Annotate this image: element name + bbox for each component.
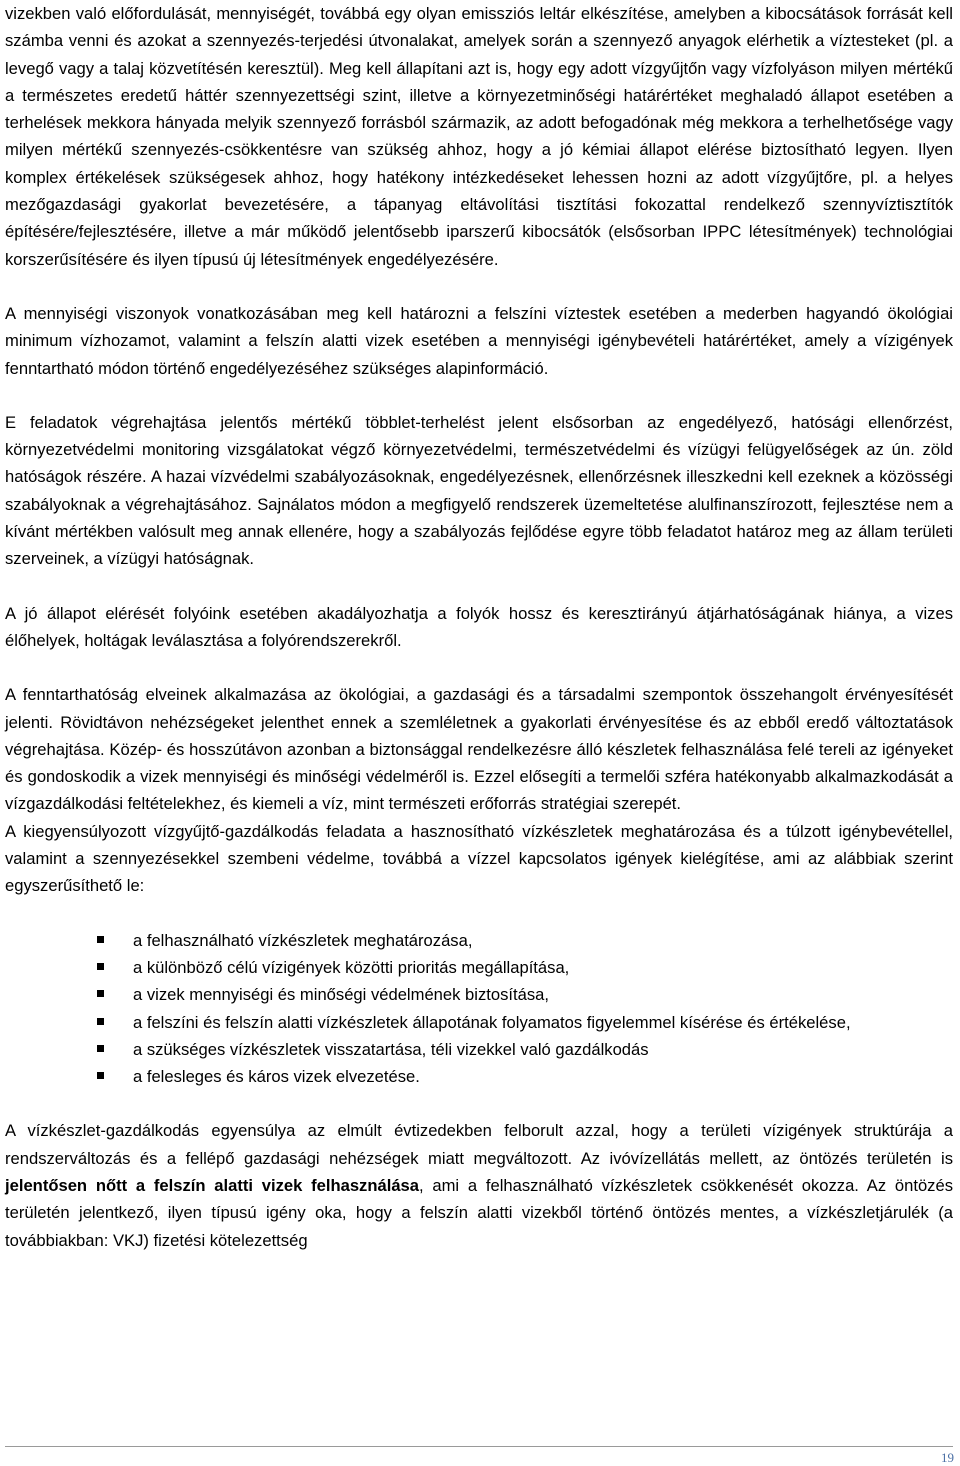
paragraph-water-balance	[5, 1117, 953, 1253]
paragraph-gap	[5, 654, 953, 681]
list-item	[5, 981, 953, 1008]
list-item	[5, 927, 953, 954]
paragraph-gap	[5, 900, 953, 927]
square-bullet-icon	[97, 1018, 104, 1025]
list-item-text: a vizek mennyiségi és minőségi védelmének biztosítása,	[133, 985, 549, 1005]
square-bullet-icon	[97, 936, 104, 943]
square-bullet-icon	[97, 1072, 104, 1079]
list-item-text: a felszíni és felszín alatti vízkészletek állapotának folyamatos figyelemmel kísérése és értékelése,	[133, 1012, 851, 1032]
paragraph-emission-inventory: vizekben való előfordulását, mennyiségét, továbbá egy olyan emissziós leltár elkészítése, amelyben a kibocsátások forrását kell számba venni és azokat a szennyezés-terjedési útvonalakat, amelyek során a szennyező anyagok elérhetik a víztesteket (pl. a levegő vagy a talaj közvetítésén keresztül). Meg kell állapítani azt is, hogy egy adott vízgyűjtőn vagy vízfolyáson milyen mértékű a természetes eredetű háttér szennyezettségi szint, illetve a környezetminőségi határértéket meghaladó állapot esetében a terhelések mekkora hányada melyik szennyező forrásból származik, az adott befogadónak még mekkora a terhelhetősége vagy milyen mértékű szennyezés-csökkentésre van szükség ahhoz, hogy a jó kémiai állapot elérése biztosítható legyen. Ilyen komplex értékelések szükségesek ahhoz, hogy hatékony intézkedéseket lehessen hozni az adott vízgyűjtőre, pl. a helyes mezőgazdasági gyakorlat bevezetésére, a tápanyag eltávolítási tisztítási fokozattal rendelkező szennyvíztisztítók építésére/fejlesztésére, illetve a már működő jelentősebb iparszerű kibocsátók (elsősorban IPPC létesítmények) technológiai korszerűsítésére és ilyen típusú új létesítmények engedélyezésére.	[5, 4, 953, 269]
list-item-text: a különböző célú vízigények közötti prioritás megállapítása,	[133, 957, 570, 977]
footer-divider	[5, 1446, 953, 1447]
task-bullet-list	[5, 927, 953, 1091]
paragraph-gap	[5, 573, 953, 600]
page-number: 19	[941, 1450, 954, 1465]
list-item-text: a felhasználható vízkészletek meghatározása,	[133, 930, 473, 950]
paragraph-balanced-management: A kiegyensúlyozott vízgyűjtő-gazdálkodás feladata a hasznosítható vízkészletek meghatározása és a túlzott igénybevétellel, valamint a szennyezésekkel szembeni védelme, továbbá a vízzel kapcsolatos igények kielégítése, ami az alábbiak szerint egyszerűsíthető le:	[5, 821, 953, 896]
paragraph-text-end: , ami a felhasználható vízkészletek csökkenését okozza. Az öntözés területén jelentkező, ilyen típusú igény oka, hogy a felszín alatti vizekből történő öntözés mentes, a vízkészletjárulék (a továbbiakban: VKJ) fizetési kötelezettség	[5, 1175, 953, 1250]
paragraph-quantity-relations: A mennyiségi viszonyok vonatkozásában meg kell határozni a felszíni víztestek esetében a mederben hagyandó ökológiai minimum vízhozamot, valamint a felszín alatti vizek esetében a mennyiségi igénybevételi határértéket, amely a vízigények fenntartható módon történő engedélyezéséhez szükséges alapinformáció.	[5, 303, 953, 378]
paragraph-text-start: A vízkészlet-gazdálkodás egyensúlya az elmúlt évtizedekben felborult azzal, hogy a területi vízigények struktúrája a rendszerváltozás és a fellépő gazdasági nehézségek miatt megváltozott. Az ivóvízellátás mellett, az öntözés területén is	[5, 1121, 953, 1168]
square-bullet-icon	[97, 1045, 104, 1052]
list-item	[5, 1063, 953, 1090]
paragraph-authority-burden: E feladatok végrehajtása jelentős mértékű többlet-terhelést jelent elsősorban az engedélyező, hatósági ellenőrzést, környezetvédelmi monitoring vizsgálatokat végző környezetvédelmi, természetvédelmi és vízügyi felügyelőségek az ún. zöld hatóságok részére. A hazai vízvédelmi szabályozásoknak, engedélyezésnek, ellenőrzésnek illeszkedni kell ezeknek a közösségi szabályoknak a végrehajtásához. Sajnálatos módon a megfigyelő rendszerek üzemeltetése alulfinanszírozott, fejlesztése nem a kívánt mértékben valósult meg annak ellenére, hogy a szabályozás fejlődése egyre több feladatot határoz meg az állam területi szerveinek, a vízügyi hatóságnak.	[5, 412, 953, 569]
square-bullet-icon	[97, 990, 104, 997]
square-bullet-icon	[97, 963, 104, 970]
document-page	[5, 0, 953, 1254]
paragraph-gap	[5, 1090, 953, 1117]
list-item-text: a szükséges vízkészletek visszatartása, téli vizekkel való gazdálkodás	[133, 1039, 649, 1059]
bold-emphasis: jelentősen nőtt a felszín alatti vizek felhasználása	[5, 1175, 420, 1195]
list-item	[5, 1009, 953, 1036]
paragraph-good-status: A jó állapot elérését folyóink esetében akadályozhatja a folyók hossz és keresztirányú átjárhatóságának hiánya, a vizes élőhelyek, holtágak leválasztása a folyórendszerekről.	[5, 603, 953, 650]
paragraph-gap	[5, 273, 953, 300]
list-item	[5, 1036, 953, 1063]
paragraph-sustainability: A fenntarthatóság elveinek alkalmazása az ökológiai, a gazdasági és a társadalmi szempontok összehangolt érvényesítését jelenti. Rövidtávon nehézségeket jelenthet ennek a szemléletnek a gyakorlati érvényesítése és az ebből eredő változtatások végrehajtása. Közép- és hosszútávon azonban a biztonsággal rendelkezésre álló készletek felhasználása felé tereli az igényeket és gondoskodik a vizek mennyiségi és minőségi védelméről is. Ezzel elősegíti a termelői szféra hatékonyabb alkalmazkodását a vízgazdálkodási feltételekhez, és kiemeli a víz, mint természeti erőforrás stratégiai szerepét.	[5, 685, 953, 814]
list-item	[5, 954, 953, 981]
list-item-text: a felesleges és káros vizek elvezetése.	[133, 1067, 420, 1087]
paragraph-gap	[5, 382, 953, 409]
